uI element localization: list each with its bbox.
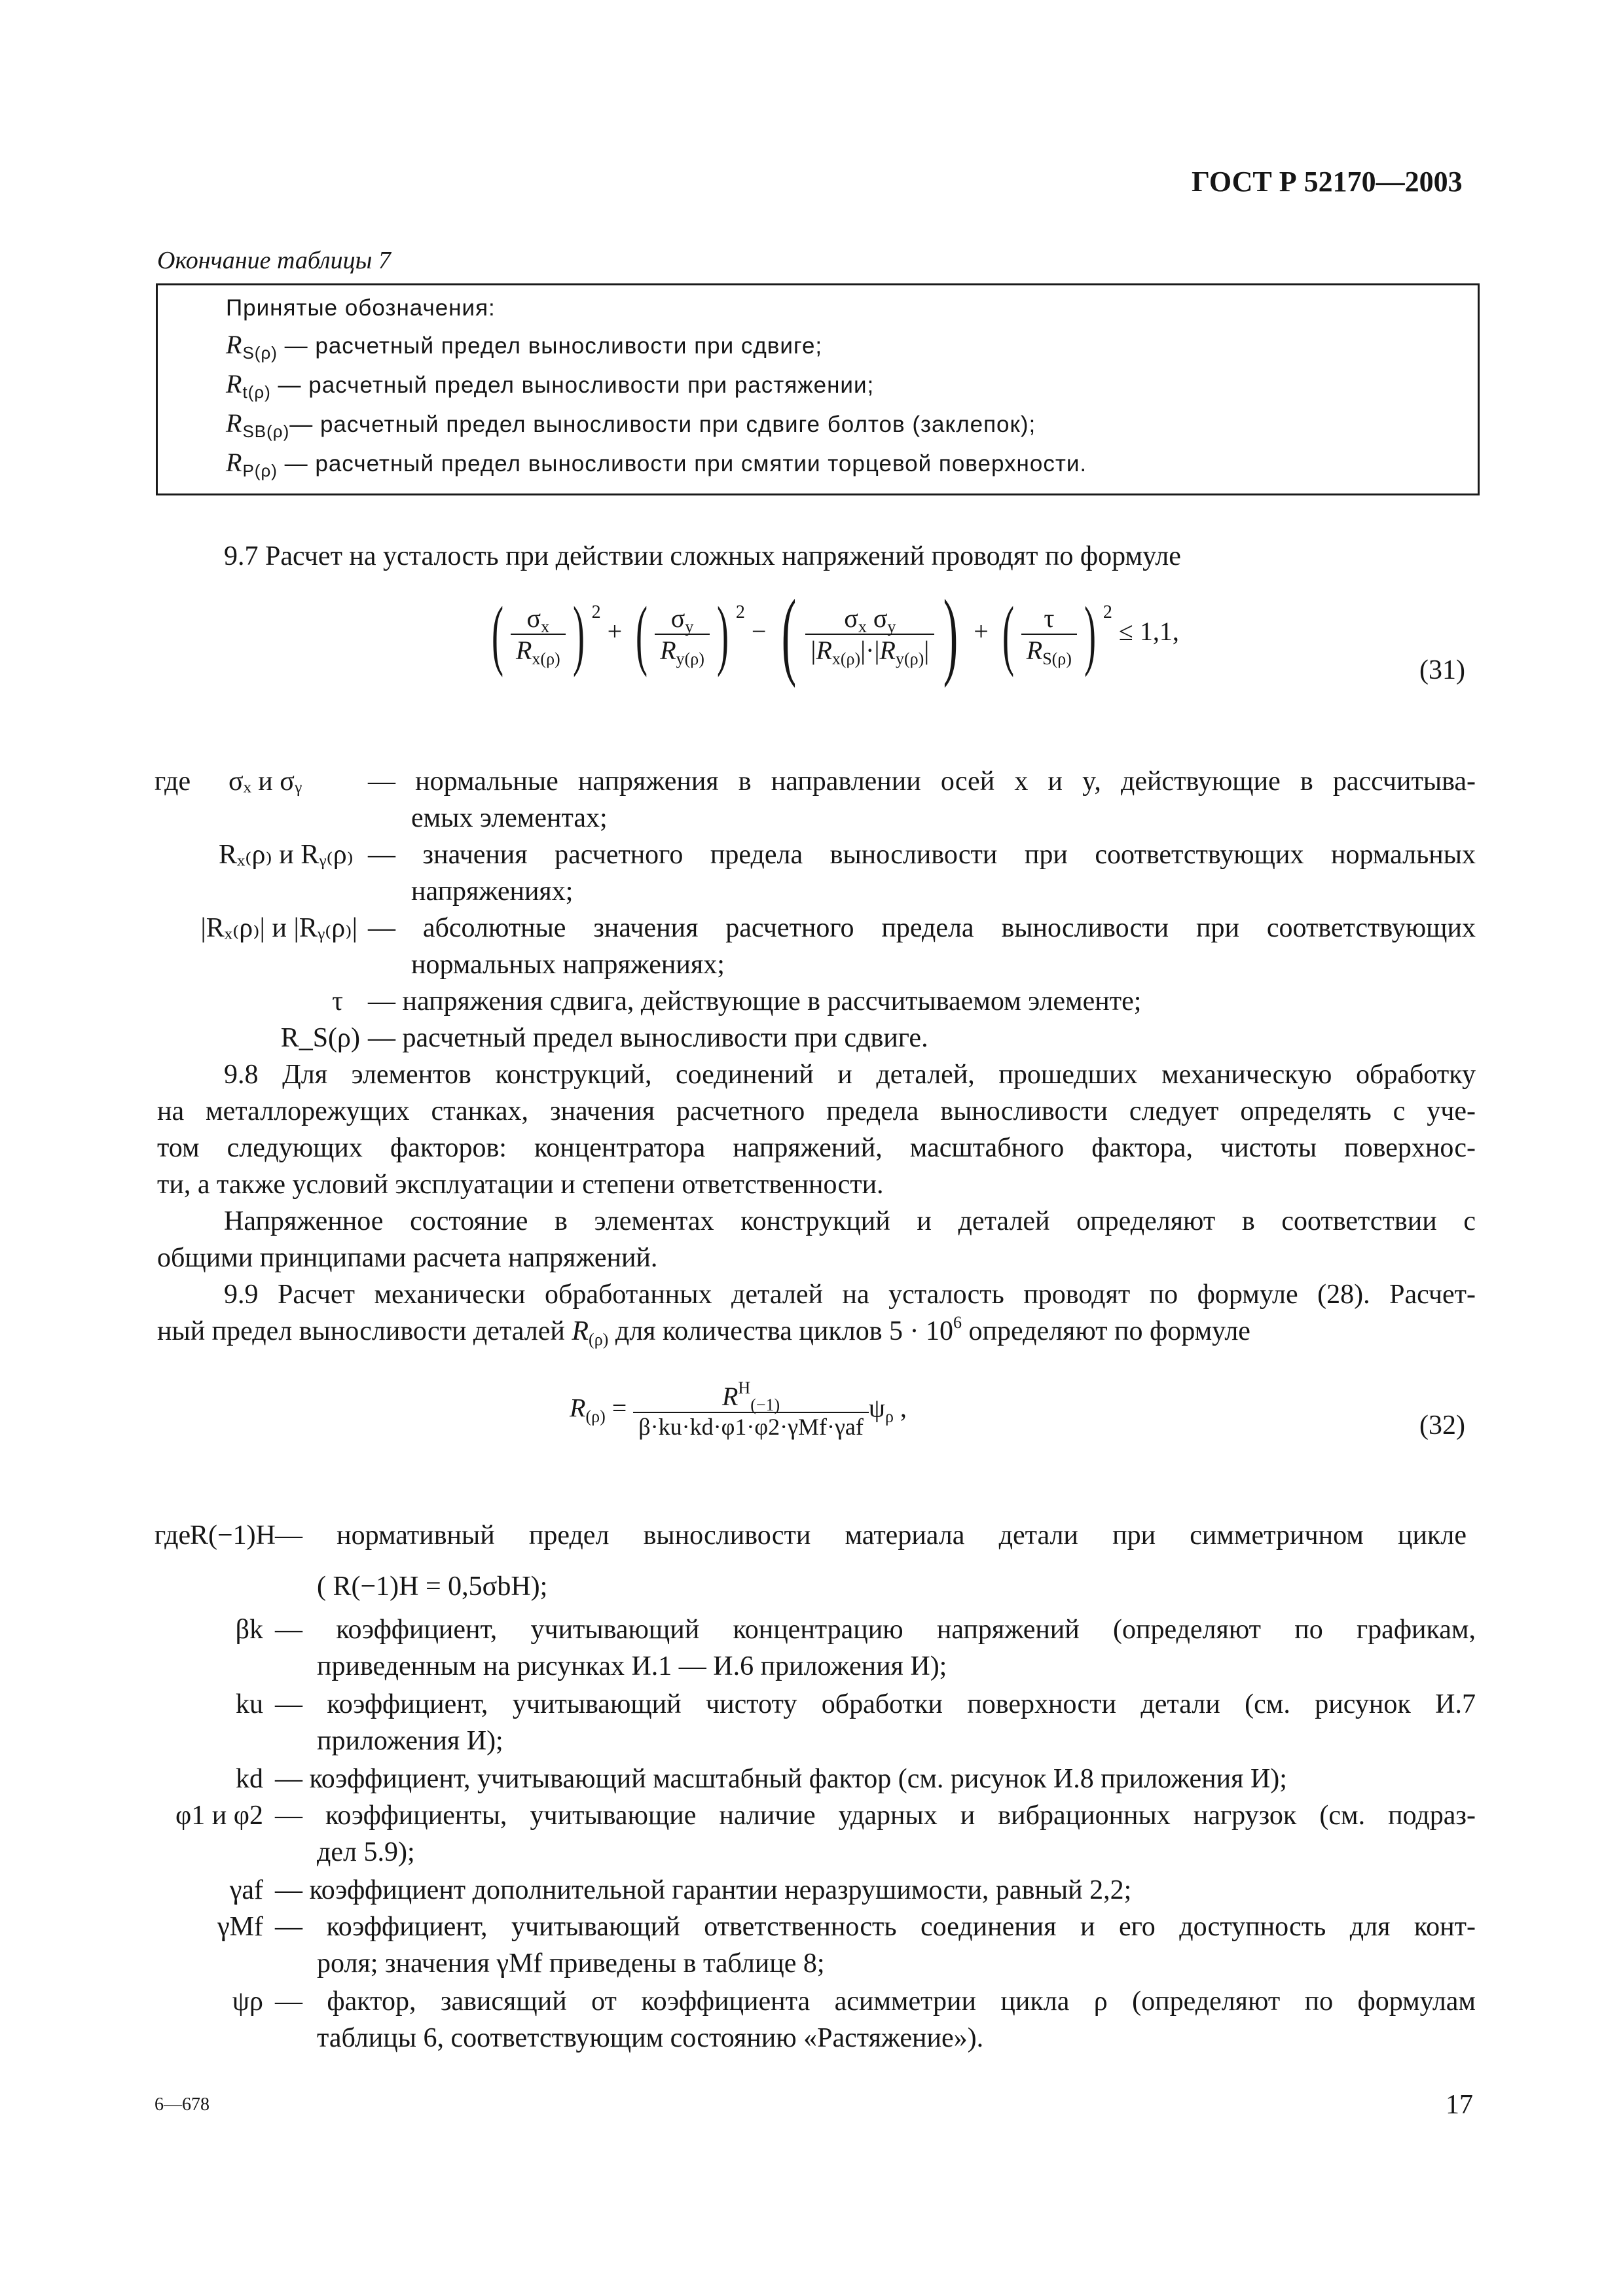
- def-term-abs-R: |Rₓ₍ρ₎| и |Rᵧ₍ρ₎|: [200, 913, 357, 943]
- def-text: — коэффициент, учитывающий ответственность соединения и его доступность для конт-: [275, 1912, 1476, 1942]
- notation-row: $R_{P(\rho)}$ — расчетный предел выносливости при смятии торцевой поверхности.: [226, 448, 1087, 480]
- def-text: — напряжения сдвига, действующие в рассчитываемом элементе;: [368, 986, 1142, 1016]
- paragraph-9-8-line: на металлорежущих станках, значения расчетного предела выносливости следует определять с уче-: [157, 1096, 1476, 1126]
- paragraph-stress-line: общими принципами расчета напряжений.: [157, 1243, 658, 1273]
- table-7-notation-box: [156, 283, 1480, 495]
- def-term-R-normative: R(−1)H: [190, 1520, 276, 1551]
- def-text: напряжениях;: [411, 876, 574, 906]
- def-term-psi: ψρ: [232, 1986, 263, 2017]
- def-text: — фактор, зависящий от коэффициента асимметрии цикла ρ (определяют по формулам: [275, 1986, 1476, 2017]
- formula-32: $R_{(\rho)}$ = $\frac{R^H_{(-1)}}{\text{β·ku·kd·φ1·φ2·γMf·γaf}}$ $\psi_\rho$ ,: [570, 1378, 907, 1440]
- table-caption: Окончание таблицы 7: [157, 247, 391, 274]
- footer-print-code: 6—678: [155, 2094, 210, 2115]
- formula-32-number: (32): [1419, 1410, 1465, 1441]
- def-term-R-x-y: Rₓ₍ρ₎ и Rᵧ₍ρ₎: [218, 840, 354, 870]
- paragraph-9-8-line: 9.8 Для элементов конструкций, соединений и деталей, прошедших механическую обработку: [224, 1060, 1476, 1090]
- def-text: — нормальные напряжения в направлении осей x и y, действующие в рассчитыва-: [368, 766, 1476, 797]
- paragraph-9-7: 9.7 Расчет на усталость при действии сложных напряжений проводят по формуле: [224, 541, 1181, 571]
- def-text: — расчетный предел выносливости при сдвиге.: [368, 1023, 928, 1053]
- def-term-gamma-af: γaf: [229, 1875, 263, 1905]
- def-text: — коэффициент, учитывающий чистоту обработки поверхности детали (см. рисунок И.7: [275, 1689, 1476, 1719]
- def-term-RS: R_S(ρ): [280, 1023, 360, 1053]
- def-text: — коэффициент, учитывающий концентрацию напряжений (определяют по графикам,: [275, 1615, 1476, 1645]
- paragraph-stress-line: Напряженное состояние в элементах конструкций и деталей определяют в соответствии с: [224, 1206, 1476, 1236]
- def-term-tau: τ: [332, 986, 343, 1016]
- paragraph-9-9-line: 9.9 Расчет механически обработанных деталей на усталость проводят по формуле (28). Расчет-: [224, 1280, 1476, 1310]
- def-text: — коэффициенты, учитывающие наличие ударных и вибрационных нагрузок (см. подраз-: [275, 1801, 1476, 1831]
- def-text: — коэффициент дополнительной гарантии неразрушимости, равный 2,2;: [275, 1875, 1132, 1905]
- page-number: 17: [1446, 2090, 1473, 2120]
- def-text: — коэффициент, учитывающий масштабный фактор (см. рисунок И.8 приложения И);: [275, 1764, 1287, 1794]
- def-text: таблицы 6, соответствующим состоянию «Растяжение»).: [317, 2023, 984, 2053]
- paragraph-9-8-line: том следующих факторов: концентратора напряжений, масштабного фактора, чистоты поверхнос-: [157, 1133, 1476, 1163]
- notation-row: $R_{SB(\rho)}—$ расчетный предел выносливости при сдвиге болтов (заклепок);: [226, 408, 1036, 441]
- def-text: — абсолютные значения расчетного предела выносливости при соответствующих: [368, 913, 1476, 943]
- def-text: ( R(−1)H = 0,5σbH);: [317, 1571, 548, 1602]
- def-term-k-d: kd: [236, 1764, 263, 1794]
- def-term-beta-k: βk: [235, 1615, 263, 1645]
- document-standard-number: ГОСТ Р 52170—2003: [1192, 166, 1463, 198]
- def-term-sigma-x-y: σₓ и σᵧ: [228, 766, 302, 797]
- def-text: нормальных напряжениях;: [411, 950, 725, 980]
- def-term-gamma-mf: γMf: [217, 1912, 263, 1942]
- def-text: роля; значения γMf приведены в таблице 8;: [317, 1948, 825, 1979]
- def-text: приложения И);: [317, 1726, 503, 1756]
- notation-row: $R_{S(\rho)}$ — расчетный предел выносливости при сдвиге;: [226, 330, 823, 363]
- paragraph-9-8-line: ти, а также условий эксплуатации и степени ответственности.: [157, 1170, 884, 1200]
- def-text: — значения расчетного предела выносливости при соответствующих нормальных: [368, 840, 1476, 870]
- def-term-k-u: ku: [236, 1689, 263, 1719]
- where-label: где: [155, 766, 191, 797]
- paragraph-9-9-line: ный предел выносливости деталей $R_{(\rho)}$ для количества циклов $5 \cdot 10^6$ определяют по формуле: [157, 1313, 1250, 1349]
- def-text: — нормативный предел выносливости материала детали при симметричном цикле: [275, 1520, 1467, 1551]
- notation-heading: Принятые обозначения:: [226, 295, 496, 321]
- def-text: приведенным на рисунках И.1 — И.6 приложения И);: [317, 1651, 947, 1681]
- formula-31-number: (31): [1419, 655, 1465, 685]
- where-label: где: [155, 1520, 191, 1551]
- notation-row: $R_{t(\rho)}$ — расчетный предел выносливости при растяжении;: [226, 369, 875, 402]
- formula-31: ( $\frac{\sigma_x}{R_{x(\rho)}}$ ) $^2$ + ( $\frac{\sigma_y}{R_{y(\rho)}}$ ) $^2$ − ( $\frac{\sigma_x \sigma_y}{|R_{x(\rho)}|\cdot|R_{y(\rho)}|}$ ) + ( $\frac{\tau}{R_{S(\rho)}}$ ) $^2$ ≤ 1,1,: [491, 579, 1179, 689]
- def-term-phi: φ1 и φ2: [175, 1801, 263, 1831]
- def-text: емых элементах;: [411, 803, 608, 833]
- def-text: дел 5.9);: [317, 1837, 415, 1867]
